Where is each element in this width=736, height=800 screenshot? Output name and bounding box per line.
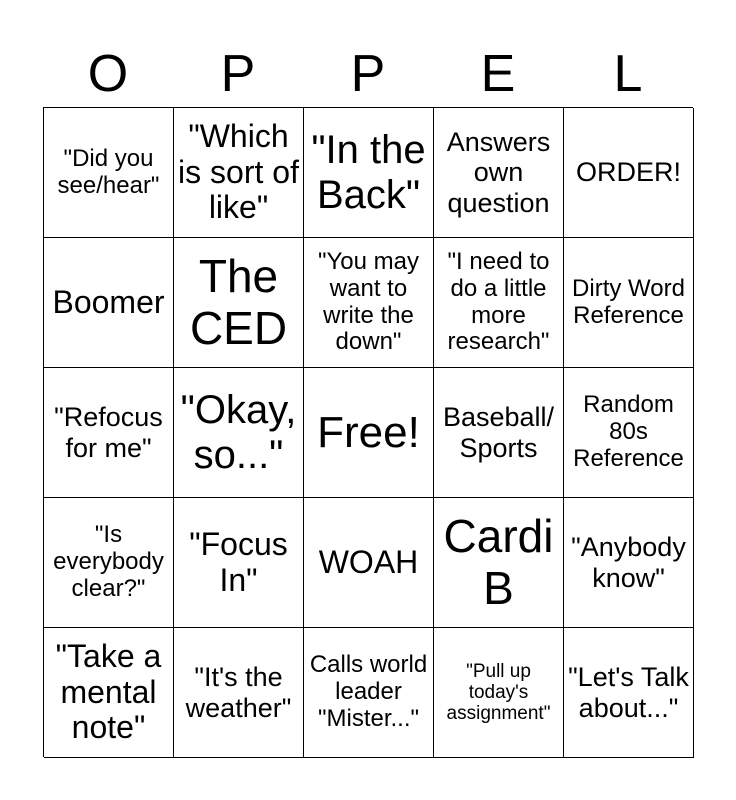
bingo-cell-r3-c5[interactable] [564, 368, 694, 498]
cell-text: "You may want to write the down" [317, 247, 420, 356]
bingo-cell-r4-c5[interactable] [564, 498, 694, 628]
bingo-cell-r4-c3[interactable] [304, 498, 434, 628]
header-letter-3: P [350, 45, 386, 103]
cell-text: "It's the weather" [185, 662, 292, 723]
bingo-cell-r4-c2[interactable] [174, 498, 304, 628]
cell-text: "I need to do a little more research" [447, 247, 550, 356]
bingo-cell-r2-c4[interactable] [434, 238, 564, 368]
bingo-cell-r1-c3[interactable] [304, 108, 434, 238]
bingo-cell-r1-c5[interactable] [564, 108, 694, 238]
bingo-cell-r2-c1[interactable] [44, 238, 174, 368]
cell-text: "Did you see/hear" [57, 144, 160, 199]
bingo-cell-r2-c5[interactable] [564, 238, 694, 368]
bingo-cell-r2-c3[interactable] [304, 238, 434, 368]
cell-text: WOAH [318, 543, 419, 580]
bingo-cell-r1-c4[interactable] [434, 108, 564, 238]
header-letter-2: P [220, 45, 256, 103]
cell-text: The CED [189, 249, 288, 354]
bingo-cell-r1-c1[interactable] [44, 108, 174, 238]
bingo-cell-r2-c2[interactable] [174, 238, 304, 368]
cell-text: "Okay, so..." [180, 387, 297, 477]
cell-text: "Let's Talk about..." [568, 662, 689, 723]
bingo-cell-r5-c4[interactable] [434, 628, 564, 758]
cell-text: Answers own question [446, 127, 551, 218]
bingo-cell-r4-c4[interactable] [434, 498, 564, 628]
bingo-cell-r3-c1[interactable] [44, 368, 174, 498]
cell-text: Calls world leader "Mister..." [309, 651, 428, 732]
cell-text: "Pull up today's assignment" [446, 660, 551, 725]
bingo-cell-r5-c2[interactable] [174, 628, 304, 758]
header-letter-1: O [87, 45, 129, 103]
bingo-cell-r5-c1[interactable] [44, 628, 174, 758]
bingo-header [43, 40, 693, 108]
bingo-cell-r1-c2[interactable] [174, 108, 304, 238]
bingo-cell-r4-c1[interactable] [44, 498, 174, 628]
bingo-cell-r3-c3[interactable] [304, 368, 434, 498]
cell-text: Dirty Word Reference [572, 274, 685, 329]
cell-text: Free! [317, 407, 420, 457]
cell-text: "Take a mental note" [55, 637, 162, 746]
cell-text: ORDER! [575, 157, 681, 188]
bingo-board [43, 107, 693, 757]
cell-text: Random 80s Reference [573, 391, 684, 472]
header-letter-5: L [613, 45, 643, 103]
cell-text: "Anybody know" [571, 532, 686, 593]
bingo-cell-r5-c5[interactable] [564, 628, 694, 758]
bingo-cell-r3-c2[interactable] [174, 368, 304, 498]
cell-text: Boomer [52, 283, 165, 320]
cell-text: "Is everybody clear?" [53, 521, 164, 602]
cell-text: "Which is sort of like" [178, 117, 299, 226]
cell-text: "In the Back" [311, 127, 426, 217]
bingo-cell-r3-c4[interactable] [434, 368, 564, 498]
cell-text: Cardi B [443, 509, 554, 614]
cell-text: "Focus In" [189, 525, 288, 598]
bingo-cell-r5-c3[interactable] [304, 628, 434, 758]
header-letter-4: E [480, 45, 516, 103]
cell-text: Baseball/ Sports [442, 402, 555, 463]
cell-text: "Refocus for me" [54, 402, 163, 463]
